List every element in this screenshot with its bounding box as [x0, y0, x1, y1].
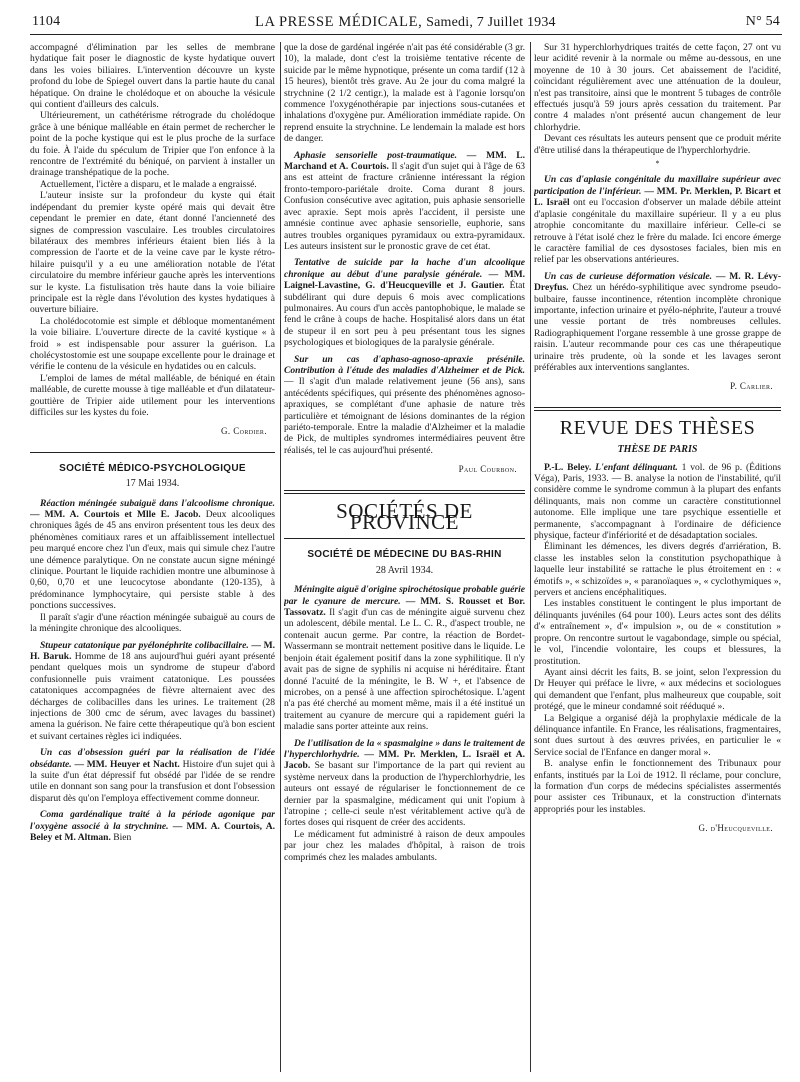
article-body: Il s'agit d'un cas de méningite aiguë survenu chez un adolescent, débile mental. Le L. C. R., d'aspect trouble, ne contenait aucun germe. Par contre, la réaction de Bordet-Wassermann se montrait nettement positive dans le liquide. Le benjoin était également positif dans la zone syphilitique. Il n'y avait pas de signe de syphilis ni acquise ni héréditaire. Étant donné l'acuité de la méningite, le B. W +, et l'absence de microbes, on a pensé à une affection spirochétosique. L'agent n'a pas été cherché au moment même, mais il a été institué un traitement au cyanure de mercure qui a rapidement guéri la maladie sans porter atteinte aux reins.	[284, 607, 525, 733]
article-title: L'enfant délinquant.	[595, 461, 678, 473]
paragraph: Ayant ainsi décrit les faits, B. se joint, selon l'expression du Dr Heuyer qui préface le livre, « aux médecins et sociologues qui demandent que l'enfant, plus malheureux que coupable, soit protégé, que le mineur condamné soit rééduqué ».	[534, 666, 781, 713]
article-title: Tentative de suicide par la hache d'un alcoolique chronique au début d'une paralysie générale.	[284, 257, 525, 280]
article	[30, 640, 275, 743]
paragraph: Devant ces résultats les auteurs pensent que ce produit mérite d'être utilisé dans la thérapeutique de l'hyperchlorhydrie.	[534, 133, 781, 156]
paragraph: Il paraît s'agir d'une réaction méningée subaiguë au cours de la méningite chronique des alcooliques.	[30, 611, 275, 635]
article-body: Deux alcooliques chroniques âgés de 45 ans environ présentent tous les deux des phénomènes comitiaux rares et un affaiblissement intellectuel peu marqué encore chez l'un d'eux, mais qui simule chez l'autre une démence paralytique. On ne constate aucun signe méningé clinique. Pourtant le liquide rachidien montre une albuminose à 0,60, 0,70 et une leucocytose abondante (120-135), à prédominance lymphocytaire, qui persiste stable à des ponctions successives.	[30, 509, 275, 612]
article-authors: — MM. A. Courtois et Mlle E. Jacob.	[30, 509, 201, 521]
section-divider	[534, 410, 781, 411]
article-body: — Il s'agit d'un malade relativement jeune (56 ans), sans antécédents spécifiques, qui présente des phénomènes agnoso-apraxiques, se complétant d'une aphasie de nature très particulière et témoignant de lésions dominantes de la région pariéto-temporale. Entre la maladie d'Alzheimer et la maladie de Pick, de multiples syndromes intermédiaires peuvent être réalisés, tel le cas aujourd'hui présenté.	[284, 376, 525, 456]
paragraph: Sur 31 hyperchlorhydriques traités de cette façon, 27 ont vu leur acidité revenir à la normale ou même au-dessous, en une moyenne de 10 à 30 jours. Cet abaissement de l'acidité, coïncidant régulièrement avec une atténuation de la douleur, n'est pas transitoire, ainsi que le montrent 5 tubages de contrôle effectués jusqu'à 59 jours après cessation du traitement. Par contre 4 malades n'ont présenté aucun changement de leur chlorhydrie.	[534, 42, 781, 133]
running-title	[255, 14, 556, 31]
paragraph: Éliminant les démences, les divers degrés d'arriération, B. classe les instables selon la constitution psychopathique à laquelle leur instabilité se rattache le plus étroitement en : « émotifs », « schizoïdes », « paranoïaques », « cyclothymiques », pervers et anciens encéphalitiques.	[534, 541, 781, 599]
article-title: Méningite aiguë d'origine spirochétosique probable guérie par le cyanure de mercure.	[284, 584, 525, 607]
article-title: Un cas de curieuse déformation vésicale.	[544, 270, 713, 282]
paragraph: que la dose de gardénal ingérée n'ait pas été considérable (3 gr. 10), la malade, dont c'est la troisième tentative récente de suicide par le même hypnotique, présente un coma tardif (12 à 15 heures), bientôt très grave. Au 2e jour du coma malgré la strychnine (2 1/2 centigr.), la malade est à l'agonie lorsqu'on commence l'oxygénothérapie par injections sous-cutanées et inhalations d'oxygène pur. Amélioration immédiate rapide. On reprend ensuite la strychnine. Le lendemain la malade est hors de danger.	[284, 42, 525, 145]
page-header	[30, 12, 782, 35]
page-number: 1104	[32, 14, 61, 29]
section-heading: SOCIÉTÉ DE MÉDECINE DU BAS-RHIN	[307, 549, 502, 561]
column-left	[30, 42, 275, 1076]
section-divider	[534, 407, 781, 408]
column-right	[534, 42, 781, 1076]
author-signature: G. d'Heucqueville.	[698, 823, 773, 834]
section-divider	[284, 493, 525, 494]
article-authors: — MM. Pr. Merklen, P. Bicart et L. Israël	[534, 185, 781, 209]
article	[534, 462, 781, 542]
article-authors: — MM. Pr. Merklen, L. Israël et A. Jacob.	[284, 748, 525, 772]
author-signature: G. Cordier.	[221, 426, 267, 437]
article	[534, 271, 781, 374]
paragraph: La cholédocotomie est simple et débloque momentanément la voie biliaire. L'ouverture directe de la cavité kystique « à froid » est indispensable pour assurer la guérison. La cholécystostomie est une soupape excellente pour le drainage et vérifie le contenu de la vésicule en hydatides ou en calculs.	[30, 315, 275, 373]
session-date: 17 Mai 1934.	[125, 478, 180, 490]
section-divider	[284, 490, 525, 491]
author-signature: Paul Courbon.	[458, 464, 517, 475]
article-title: De l'utilisation de la « spasmalgine » dans le traitement de l'hyperchlorhydrie.	[284, 737, 525, 760]
subsection-heading: THÈSE DE PARIS	[617, 444, 698, 456]
article	[284, 257, 525, 348]
article-title: Sur un cas d'aphaso-agnoso-apraxie présénile. Contribution à l'étude des maladies d'Alzheimer et de Pick.	[284, 353, 525, 376]
column-rule	[280, 42, 281, 1072]
paragraph: L'auteur insiste sur la profondeur du kyste qui était indépendant du premier kyste opéré mais qui devait être cependant le premier en date, étant donné l'ancienneté des signes de compression vasculaire. Les troubles circulatoires bilatéraux des membres inférieurs étaient bien liés à la compression de l'aorte et de la veine cave par le kyste rétro-hilaire puisqu'il y a eu une amélioration notable de l'état circulatoire du membre inférieur gauche après les interventions sur le kyste. La fistulisation très haute dans la voie biliaire principale est la règle dans l'évolution des kystes hydatiques à ouverture biliaire.	[30, 190, 275, 316]
article-body: ont eu l'occasion d'observer un malade débile atteint d'aplasie congénitale du maxillaire supérieur. Il y a eu plus atrophie concomitante du maxillaire inférieur. Celle-ci se retrouve à l'état isolé chez le frère du malade. Ici encore émerge le caractère familial de ces dysostoses faciales, bien mis en relief par les observations antérieures.	[534, 197, 781, 266]
separator-mark: *	[655, 159, 660, 169]
paragraph: Actuellement, l'ictère a disparu, et le malade a engraissé.	[40, 178, 257, 190]
article	[30, 747, 275, 804]
article-body: État subdélirant qui dure depuis 6 mois avec complications pulmonaires. Au cours d'un accès pantophobique, le malade se fend le crâne à coups de hache. Hospitalisé alors dans un état de stupeur il en sort peu à peu présentant tous les signes psychologiques et biologiques de la paralysie générale.	[284, 280, 525, 349]
article	[284, 584, 525, 732]
section-divider	[30, 452, 275, 453]
paragraph: Le médicament fut administré à raison de deux ampoules par jour chez les malades d'hôpital, à raison de trois comprimés chez les malades ambulants.	[284, 828, 525, 863]
session-date: 28 Avril 1934.	[375, 564, 434, 576]
issue-number: N° 54	[745, 14, 780, 29]
article-authors: — MM. S. Rousset et Bor. Tassovatz.	[284, 595, 525, 619]
paragraph: B. analyse enfin le fonctionnement des Tribunaux pour enfants, institués par la Loi de 1912. Il réclame, pour conclure, la formation d'un corps de médecins spécialistes assermentés pour assister ces Tribunaux, et la construction d'internats appropriés pour les instables.	[534, 758, 781, 815]
article	[30, 498, 275, 612]
article-authors: — MM. Laignel-Lavastine, G. d'Heucqueville et J. Gautier.	[284, 268, 525, 292]
section-title: REVUE DES THÈSES	[559, 416, 756, 439]
article-title: Aphasie sensorielle post-traumatique.	[294, 149, 458, 161]
article-authors: — MM. Heuyer et Nacht.	[74, 758, 180, 770]
paragraph: Ultérieurement, un cathétérisme rétrograde du cholédoque grâce à une bénique malléable en étain permet de rechercher le point de la poche kystique qui est le plus proche de la surface du foie. À l'aide du spéculum de Tripier que l'on enfonce à la rencontre de l'extrémité du béniqué, on parvient à installer un drainage transhépatique de la poche.	[30, 110, 275, 179]
author-signature: P. Carlier.	[730, 381, 773, 392]
article	[30, 809, 275, 843]
paragraph: Les instables constituent le contingent le plus important de délinquants juvéniles (64 pour 100). Leurs actes sont des délits d'« entraînement », d'« impulsion », ou de « constitution » propre. On rencontre surtout le vagabondage, simple ou spécial, le vol, l'incendie volontaire, les coups et blessures, la prostitution.	[534, 598, 781, 667]
paragraph: L'emploi de lames de métal malléable, de béniqué en étain malléable, de curette mousse à tige malléable et d'un dilatateur-gouttière de Tripier aide utilement pour les interventions difficiles sur les kystes du foie.	[30, 372, 275, 418]
article-authors: P.-L. Beley.	[544, 461, 592, 473]
article	[284, 738, 525, 829]
article-title: Un cas d'aplasie congénitale du maxillaire supérieur avec participation de l'inférieur.	[534, 174, 781, 197]
article	[534, 174, 781, 265]
section-divider	[284, 538, 525, 539]
article-body: Homme de 18 ans aujourd'hui guéri ayant présenté pendant quelques mois un syndrome de stupeur d'abord confusionnelle puis vraiment catatonique. Les poussées catatoniques accompagnées de fièvre alternaient avec des décharges de colibacilles dans les urines. Le traitement (28 injections de 300 cmc de sérum, avec lavages du bassinet) amena la guérison. Ne faire cette thérapeutique qu'à bon escient et suivant certaines règles ici indiquées.	[30, 650, 275, 742]
article-body: Histoire d'un sujet qui à la suite d'un état dépressif fut obsédé par l'idée de se rendre utile en donnant son sang pour la transfusion et dont l'obsession disparut dès qu'on l'employa effectivement comme donneur.	[30, 758, 275, 804]
article-body: Chez un hérédo-syphilitique avec syndrome pseudo-bulbaire, fausse incontinence, rétention incomplète chronique importante, infection urinaire et pyélo-néphrite, l'auteur a trouvé une vessie portant de très nombreuses cellules. Radiographiquement l'organe ressemble à une grosse grappe de raisin. L'auteur recommande pour ces cas une thérapeutique urinaire très prudente, où la sonde et les lavages seront préférables aux interventions sanglantes.	[534, 282, 781, 373]
article-authors: — M. R. Lévy-Dreyfus.	[534, 270, 781, 294]
article-body: Bien	[113, 832, 132, 843]
article-title: Stupeur catatonique par pyélonéphrite colibacillaire.	[40, 639, 249, 651]
article-body: Se basant sur l'importance de la part qui revient au système nerveux dans la production de l'hyperchlorhydrie, les auteurs ont essayé de régulariser le fonctionnement de ce dernier par la spasmalgine, médicament qui unit l'opium à l'atropine ; celle-ci seule n'est véritablement active qu'à de fortes doses qui risquent de créer des accidents.	[284, 760, 525, 829]
paragraph: La Belgique a organisé déjà la prophylaxie médicale de la délinquance infantile. En France, les réalisations, fragmentaires, sont dues surtout à des œuvres privées, en particulier le « Service social de l'Enfance en danger moral ».	[534, 712, 781, 758]
article	[284, 354, 525, 457]
journal-name: LA PRESSE MÉDICALE,	[255, 14, 423, 30]
article-authors: — MM. A. Courtois, A. Beley et M. Altman.	[30, 820, 275, 843]
article-authors: — M. H. Baruk.	[30, 639, 275, 662]
article-authors: — MM. L. Marchand et A. Courtois.	[284, 149, 525, 173]
article-title: Coma gardénalique traité à la période agonique par l'oxygène associé à la strychnine.	[30, 809, 275, 832]
article-body: 1 vol. de 96 p. (Éditions Véga), Paris, 1933. — B. analyse la notion de l'instabilité, qu'il considère comme le syndrome commun à la plupart des enfants délinquants, mais non comme un caractère constitutionnel autonome. Elle implique une tare psychique essentielle et permanente, s'accompagnant à l'ordinaire de déficience physique, facteur d'infériorité et de désadaptation sociales.	[534, 461, 781, 542]
issue-date: Samedi, 7 Juillet 1934	[426, 15, 556, 30]
section-title: SOCIÉTÉS DE PROVINCE	[336, 498, 473, 535]
article-title: Réaction méningée subaiguë dans l'alcoolisme chronique.	[40, 497, 275, 509]
column-rule	[530, 42, 531, 1072]
section-heading: SOCIÉTÉ MÉDICO-PSYCHOLOGIQUE	[59, 462, 246, 474]
article-body: Il s'agit d'un sujet qui à l'âge de 63 ans est atteint de fracture crânienne intéressant la région fronto-temporo-pariétale droite. Coma durant 8 jours. Confusion consécutive avec agitation, puis aphasie sensorielle avec apraxie. Sept mois après l'accident, il persiste une amnésie continue avec aphasie sensorielle, euphorie, sans autres troubles organiques pyramidaux ou extra-pyramidaux. Les auteurs insistent sur le pronostic grave de cet état.	[284, 161, 525, 252]
article-title: Un cas d'obsession guéri par la réalisation de l'idée obsédante.	[30, 747, 275, 770]
column-middle	[284, 42, 525, 1076]
paragraph: accompagné d'élimination par les selles de membrane hydatique fait poser le diagnostic de kyste hydatique ouvert dans les voies biliaires. L'intervention découvre un kyste profond du lobe de Spiegel ouvert dans la partie haute du canal hépatique. On draine le cholédoque et on abouche la vésicule qui contient d'ailleurs des calculs.	[30, 42, 275, 111]
article	[284, 150, 525, 253]
